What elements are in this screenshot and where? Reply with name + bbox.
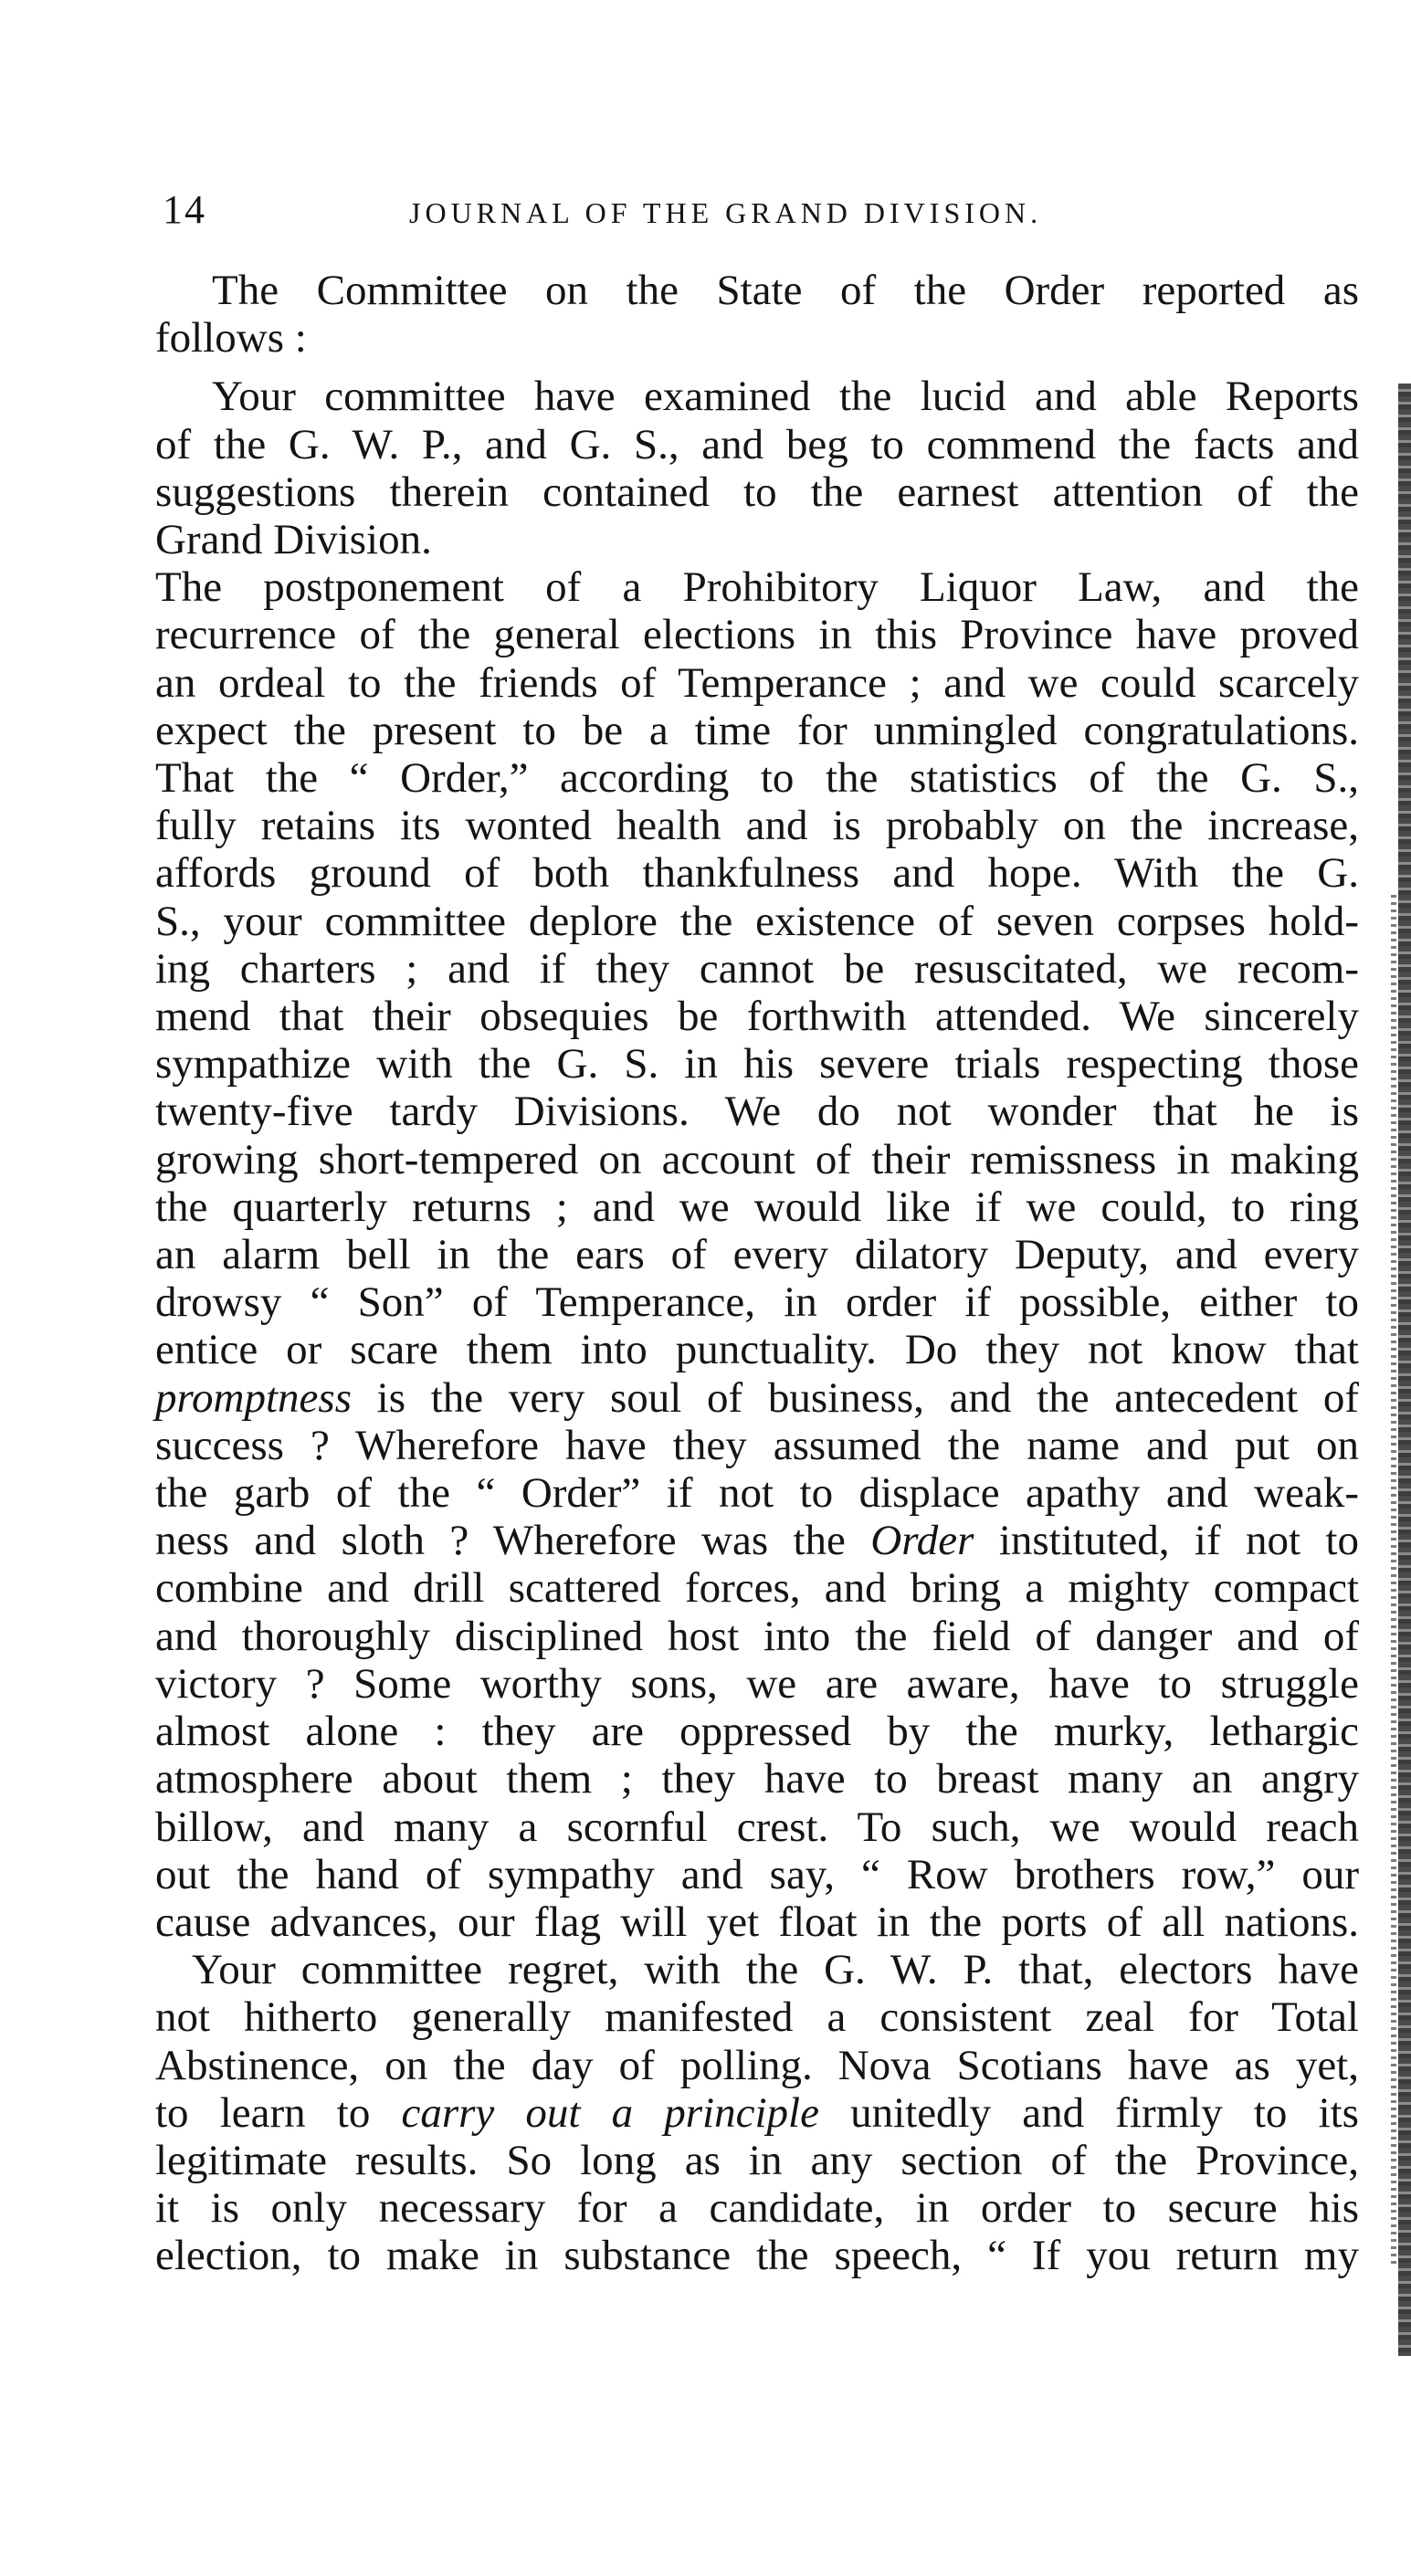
text-line: The postponement of a Prohibitory Liquor Law, and the bbox=[155, 563, 1359, 612]
text-line: follows : bbox=[155, 314, 307, 363]
text-line: growing short-tempered on account of their remissness in making bbox=[155, 1135, 1359, 1183]
text-line: atmosphere about them ; they have to breast many an angry bbox=[155, 1755, 1359, 1803]
text-line: combine and drill scattered forces, and bring a mighty compact bbox=[155, 1564, 1359, 1613]
text-line: Grand Division. bbox=[155, 516, 432, 564]
text-line: Your committee have examined the lucid and able Reports bbox=[212, 373, 1359, 421]
text-line: it is only necessary for a candidate, in order to secure his bbox=[155, 2184, 1359, 2233]
text-line: an alarm bell in the ears of every dilatory Deputy, and every bbox=[155, 1231, 1359, 1279]
page-header bbox=[163, 187, 1377, 233]
text-line: billow, and many a scornful crest. To such, we would reach bbox=[155, 1803, 1359, 1851]
text-line: not hitherto generally manifested a consistent zeal for Total bbox=[155, 1993, 1359, 2042]
text-line: twenty-five tardy Divisions. We do not wonder that he is bbox=[155, 1088, 1359, 1136]
paragraph-electors bbox=[155, 1946, 1359, 2279]
italic-phrase: carry out a principle bbox=[401, 2088, 819, 2137]
text-line: almost alone : they are oppressed by the murky, lethargic bbox=[155, 1708, 1359, 1756]
text-line: an ordeal to the friends of Temperance ; and we could scarcely bbox=[155, 658, 1359, 707]
text-line: Abstinence, on the day of polling. Nova Scotians have as yet, bbox=[155, 2041, 1359, 2089]
text-line: expect the present to be a time for unmingled congratulations. bbox=[155, 706, 1359, 754]
page-edge-shadow bbox=[1398, 384, 1411, 2356]
text-line: the quarterly returns ; and we would like if we could, to ring bbox=[155, 1183, 1359, 1231]
page-number: 14 bbox=[163, 187, 206, 232]
text-line: recurrence of the general elections in this Province have proved bbox=[155, 611, 1359, 659]
page-edge-texture bbox=[1391, 895, 1396, 2265]
text-line: cause advances, our flag will yet float in the ports of all nations. bbox=[155, 1898, 1359, 1946]
text-line: Your committee regret, with the G. W. P. that, electors have bbox=[192, 1946, 1359, 1994]
text-line: entice or scare them into punctuality. Do they not know that bbox=[155, 1326, 1359, 1374]
text-line: sympathize with the G. S. in his severe trials respecting those bbox=[155, 1040, 1359, 1088]
text-line: drowsy “ Son” of Temperance, in order if possible, either to bbox=[155, 1278, 1359, 1327]
italic-phrase: promptness bbox=[155, 1373, 352, 1422]
text-line: affords ground of both thankfulness and hope. With the G. bbox=[155, 849, 1359, 898]
text-line: success ? Wherefore have they assumed the name and put on bbox=[155, 1421, 1359, 1469]
text-line: That the “ Order,” according to the statistics of the G. S., bbox=[155, 754, 1359, 803]
paragraph-intro bbox=[155, 267, 1359, 362]
text-line: and thoroughly disciplined host into the field of danger and of bbox=[155, 1612, 1359, 1660]
text-line: election, to make in substance the speech, “ If you return my bbox=[155, 2232, 1359, 2280]
text-line: to learn to carry out a principle unitedly and firmly to its bbox=[155, 2088, 1359, 2137]
text-line: The Committee on the State of the Order reported as bbox=[212, 267, 1359, 314]
text-line: of the G. W. P., and G. S., and beg to commend the facts and bbox=[155, 420, 1359, 468]
text-line: legitimate results. So long as in any section of the Province, bbox=[155, 2136, 1359, 2184]
text-line: mend that their obsequies be forthwith attended. We sincerely bbox=[155, 993, 1359, 1041]
italic-phrase: Order bbox=[870, 1517, 974, 1565]
body-text bbox=[155, 267, 1359, 2280]
text-line: out the hand of sympathy and say, “ Row brothers row,” our bbox=[155, 1850, 1359, 1898]
text-line: ness and sloth ? Wherefore was the Order instituted, if not to bbox=[155, 1517, 1359, 1565]
text-line: victory ? Some worthy sons, we are aware, have to struggle bbox=[155, 1659, 1359, 1708]
paragraph-reports bbox=[155, 373, 1359, 563]
paragraph-postponement bbox=[155, 563, 1359, 1946]
text-line: promptness is the very soul of business, and the antecedent of bbox=[155, 1373, 1359, 1422]
text-line: the garb of the “ Order” if not to displace apathy and weak- bbox=[155, 1469, 1359, 1518]
running-head: JOURNAL OF THE GRAND DIVISION. bbox=[409, 196, 1043, 229]
text-line: S., your committee deplore the existence of seven corpses hold- bbox=[155, 897, 1359, 945]
text-line: fully retains its wonted health and is probably on the increase, bbox=[155, 802, 1359, 850]
text-line: ing charters ; and if they cannot be resuscitated, we recom- bbox=[155, 944, 1359, 993]
text-line: suggestions therein contained to the earnest attention of the bbox=[155, 468, 1359, 516]
